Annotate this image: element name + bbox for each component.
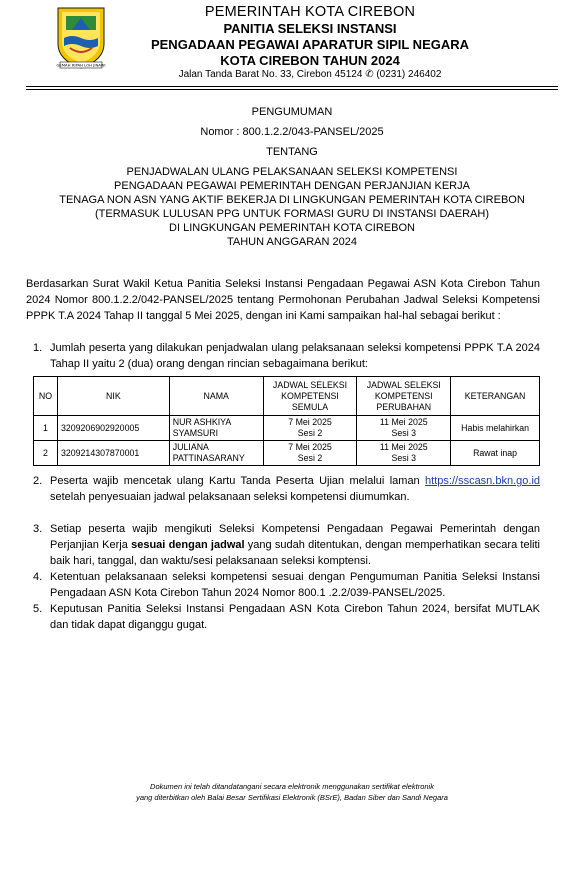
schedule-date: 7 Mei 2025 [288, 417, 332, 427]
schedule-date: 11 Mei 2025 [379, 442, 428, 452]
schedule-date: 7 Mei 2025 [288, 442, 332, 452]
letterhead-committee: PANITIA SELEKSI INSTANSI [223, 21, 397, 36]
letterhead-government: PEMERINTAH KOTA CIREBON [204, 4, 416, 20]
cell-keterangan: Habis melahirkan [451, 416, 540, 441]
announcement-about: TENTANG [266, 146, 318, 158]
table-header-row [34, 377, 540, 416]
announcement-number: Nomor : 800.1.2.2/043-PANSEL/2025 [200, 126, 384, 138]
table-row [34, 416, 540, 441]
schedule-session: Sesi 3 [391, 453, 416, 463]
letterhead-procurement: PENGADAAN PEGAWAI APARATUR SIPIL NEGARA [150, 37, 470, 52]
schedule-date: 11 Mei 2025 [379, 417, 428, 427]
column-header-no: NO [34, 377, 58, 416]
announcement-title-line: PENGADAAN PEGAWAI PEMERINTAH DENGAN PERJANJIAN KERJA [114, 180, 470, 192]
table-row [34, 441, 540, 466]
item-number: 4. [33, 571, 43, 583]
reschedule-table [33, 376, 540, 466]
item-2-text-start: Peserta wajib mencetak ulang Kartu Tanda Peserta Ujian melalui laman [50, 475, 426, 487]
letterhead-address: Jalan Tanda Barat No. 33, Cirebon 45124 ✆ (0231) 246402 [178, 69, 442, 80]
cell-keterangan: Rawat inap [451, 441, 540, 466]
intro-paragraph: Berdasarkan Surat Wakil Ketua Panitia Seleksi Instansi Pengadaan Pegawai ASN Kota Cirebon Tahun 2024 Nomor 800.1.2.2/042-PANSEL/2025 tentang Permohonan Perubahan Jadwal Seleksi Kompetensi PPPK T.A 2024 Tahap II tanggal 5 Mei 2025, dengan ini Kami sampaikan hal-hal sebagai berikut : [26, 278, 540, 322]
cell-no: 2 [34, 441, 58, 466]
column-header-keterangan: KETERANGAN [451, 377, 540, 416]
cell-schedule-changed [357, 441, 451, 466]
letterhead-city-year: KOTA CIREBON TAHUN 2024 [220, 53, 400, 68]
cell-nama: NUR ASHKIYA SYAMSURI [169, 416, 263, 441]
esign-footer-line: yang diterbitkan oleh Balai Besar Sertifikasi Elektronik (BSrE), Badan Siber dan Sandi Negara [136, 793, 448, 802]
cell-schedule-original [263, 416, 357, 441]
column-header-schedule-original: JADWAL SELEKSI KOMPETENSI SEMULA [263, 377, 357, 416]
cell-schedule-changed [357, 416, 451, 441]
item-3-text-start: Setiap peserta wajib mengikuti Seleksi Kompetensi Pengadaan Pegawai Pemerintah dengan Perjanjian Kerja [50, 523, 540, 551]
item-number: 1. [33, 342, 43, 354]
cell-nik: 3209214307870001 [57, 441, 169, 466]
svg-text:GEMAH RIPAH LOH JINAWI: GEMAH RIPAH LOH JINAWI [56, 62, 106, 68]
cell-no: 1 [34, 416, 58, 441]
announcement-title-line: DI LINGKUNGAN PEMERINTAH KOTA CIREBON [169, 222, 415, 234]
schedule-session: Sesi 3 [391, 428, 416, 438]
announcement-title-line: (TERMASUK LULUSAN PPG UNTUK FORMASI GURU DI INSTANSI DAERAH) [94, 208, 489, 220]
item-number: 2. [33, 475, 43, 487]
item-2-text [50, 473, 540, 505]
schedule-session: Sesi 2 [297, 428, 323, 438]
esign-footer-line: Dokumen ini telah ditandatangani secara elektronik menggunakan sertifikat elektronik [150, 782, 434, 791]
item-1-text: Jumlah peserta yang dilakukan penjadwalan ulang pelaksanaan seleksi kompetensi PPPK T.A 2024 Tahap II yaitu 2 (dua) orang dengan rincian sebagaimana berikut: [50, 342, 540, 370]
cell-nama: JULIANA PATTINASARANY [169, 441, 263, 466]
column-header-nama: NAMA [169, 377, 263, 416]
sscasn-link[interactable]: https://sscasn.bkn.go.id [425, 475, 540, 487]
item-2-text-end: setelah penyesuaian jadwal pelaksanaan seleksi kompetensi diumumkan. [50, 491, 410, 503]
column-header-nik: NIK [57, 377, 169, 416]
item-5-text: Keputusan Panitia Seleksi Instansi Pengadaan ASN Kota Cirebon Tahun 2024, bersifat MUTLAK dan tidak dapat diganggu gugat. [50, 603, 540, 631]
announcement-title-line: PENJADWALAN ULANG PELAKSANAAN SELEKSI KOMPETENSI [126, 166, 458, 178]
column-header-schedule-changed: JADWAL SELEKSI KOMPETENSI PERUBAHAN [357, 377, 451, 416]
item-3-text [50, 521, 540, 569]
item-3-bold-phrase: sesuai dengan jadwal [131, 539, 245, 551]
announcement-title-line: TAHUN ANGGARAN 2024 [226, 236, 357, 248]
schedule-session: Sesi 2 [297, 453, 323, 463]
item-number: 5. [33, 603, 43, 615]
announcement-label: PENGUMUMAN [251, 106, 333, 118]
letterhead-divider-thin [26, 89, 558, 90]
item-4-text: Ketentuan pelaksanaan seleksi kompetensi sesuai dengan Pengumuman Panitia Seleksi Instansi Pengadaan ASN Kota Cirebon Tahun 2024 Nomor 800.1 .2.2/039-PANSEL/2025. [50, 571, 540, 599]
city-emblem-logo [46, 4, 116, 70]
announcement-title-line: TENAGA NON ASN YANG AKTIF BEKERJA DI LINGKUNGAN PEMERINTAH KOTA CIREBON [59, 194, 525, 206]
cell-nik: 3209206902920005 [57, 416, 169, 441]
letterhead-divider-thick [26, 86, 558, 87]
item-3-text-end: yang sudah ditentukan, dengan memperhatikan secara teliti baik hari, tanggal, dan waktu/sesi pelaksanaan seleksi komptensi. [50, 539, 540, 567]
cell-schedule-original [263, 441, 357, 466]
item-number: 3. [33, 523, 43, 535]
